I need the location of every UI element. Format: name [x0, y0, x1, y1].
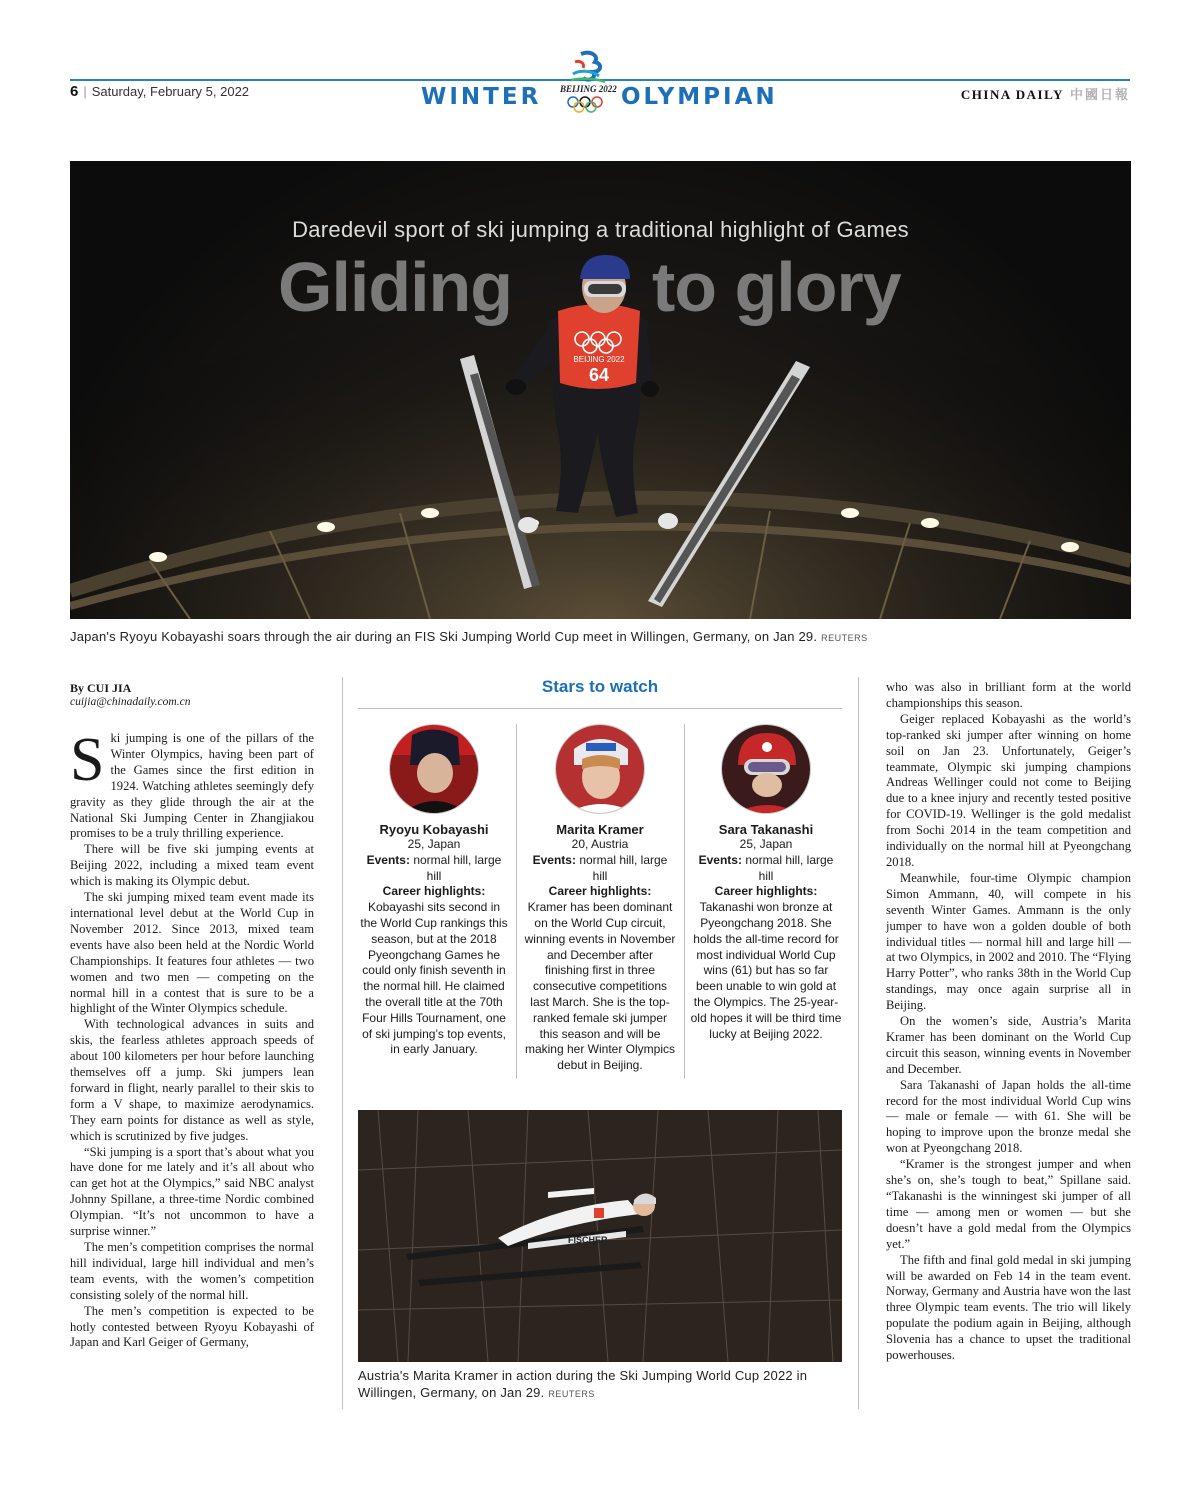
column-divider	[342, 677, 343, 1409]
publication-name	[961, 84, 1130, 103]
kramer-scene	[358, 1110, 842, 1362]
ski-brand: FISCHER	[568, 1235, 608, 1245]
star-card-kobayashi	[358, 724, 510, 1058]
athlete-age-country: 25, Japan	[739, 837, 793, 851]
events-value: normal hill, large hill	[575, 852, 668, 883]
byline: By CUI JIA	[70, 681, 132, 695]
page-number: 6	[70, 83, 79, 100]
hero-subtitle: Daredevil sport of ski jumping a traditional highlight of Games	[292, 217, 909, 242]
publication-name-en: CHINA DAILY	[960, 87, 1064, 102]
events-value: normal hill, large hill	[409, 852, 502, 883]
paragraph: The men’s competition is expected to be hotly contested between Ryoyu Kobayashi of Japan and Karl Geiger of Germany,	[70, 1303, 314, 1350]
bib-number: 64	[588, 365, 610, 385]
hero-caption-text: Japan's Ryoyu Kobayashi soars through the air during an FIS Ski Jumping World Cup meet in Willingen, Germany, on Jan 29.	[70, 629, 818, 644]
beijing-2022-emblem-icon	[555, 48, 621, 116]
paragraph: Geiger replaced Kobayashi as the world’s top-ranked ski jumper after winning on home soil on Jan 23. Unfortunately, Geiger’s teammate, Olympic ski jumping champions Andreas Wellinger could not come to Beijing due to a knee injury and recently tested positive for COVID-19. Wellinger is the gold medalist from Sochi 2014 in the team competition and individually on the normal hill at Pyeongchang 2018.	[886, 711, 1131, 869]
star-card-kramer	[524, 724, 676, 1074]
career-text: Takanashi won bronze at Pyeongchang 2018. She holds the all-time record for most individual World Cup wins (61) but has so far been unable to win gold at the Olympics. The 25-year-old hopes it will be third time lucky at Beijing 2022.	[690, 900, 842, 1041]
athlete-events	[524, 853, 676, 885]
athlete-name: Marita Kramer	[556, 822, 644, 837]
stars-title: Stars to watch	[541, 677, 659, 696]
events-label: Events:	[532, 852, 576, 867]
issue-date: Saturday, February 5, 2022	[91, 84, 250, 99]
column-divider	[858, 677, 859, 1409]
avatar	[555, 724, 645, 814]
paragraph: “Ski jumping is a sport that’s about what you have done for me lately and it’s all about who can get hot at the Olympics,” said NBC analyst Johnny Spillane, a three-time Nordic combined Olympian. “It’s not uncommon to have a surprise winner.”	[70, 1144, 314, 1239]
stars-rule	[358, 708, 842, 709]
events-label: Events:	[366, 852, 410, 867]
article-column-1	[70, 681, 314, 1351]
career-label: Career highlights:	[382, 884, 486, 899]
avatar	[389, 724, 479, 814]
bib-text: BEIJING 2022	[573, 355, 625, 364]
paragraph: There will be five ski jumping events at Beijing 2022, including a mixed team event which is making its Olympic debut.	[70, 842, 314, 889]
kramer-caption	[358, 1367, 848, 1403]
athlete-name: Sara Takanashi	[718, 822, 814, 837]
star-divider	[516, 724, 517, 1079]
events-value: normal hill, large hill	[741, 852, 834, 883]
section-title-right: OLYMPIAN	[621, 84, 778, 110]
article-column-3	[886, 680, 1131, 1364]
hero-title-part2: to glory	[652, 248, 901, 326]
paragraph: “Kramer is the strongest jumper and when she’s on, she’s tough to beat,” Spillane said. “Takanashi is the winningest ski jumper of all time — among men or women — but she doesn’t have a gold medal from the Olympics yet.”	[886, 1157, 1131, 1251]
avatar	[721, 724, 811, 814]
athlete-age-country: 20, Austria	[571, 837, 629, 851]
hero-credit: REUTERS	[821, 633, 868, 643]
career-text: Kobayashi sits second in the World Cup rankings this season, but at the 2018 Pyeongchang Games he could only finish seventh in the normal hill. He claimed the overall title at the 70th Four Hills Tournament, one of ski jumping’s top events, in early January.	[360, 900, 508, 1057]
athlete-events	[690, 853, 842, 885]
kramer-photo	[358, 1110, 842, 1362]
paragraph: The ski jumping mixed team event made its international level debut at the World Cup in November 2012. Since 2013, mixed team events have also been held at the Nordic World Championships. It features four athletes — two women and two men — competing on the normal hill in a contest that is sure to be a highlight of the Winter Olympics schedule.	[70, 890, 314, 1016]
section-title-left: WINTER	[421, 84, 542, 110]
paragraph: Meanwhile, four-time Olympic champion Simon Ammann, 40, will compete in his seventh Winter Games. Ammann is the only jumper to have won a golden double of both individual titles — normal hill and large hill — at two Olympics, in 2002 and 2010. The “Flying Harry Potter”, who ranks 38th in the World Cup standings, may once again surprise all in Beijing.	[886, 870, 1131, 1013]
athlete-name: Ryoyu Kobayashi	[379, 822, 489, 837]
athlete-events	[358, 853, 510, 885]
paragraph: The fifth and final gold medal in ski jumping will be awarded on Feb 14 in the team event. Norway, Germany and Austria have won the last three Olympic team events. The trio will likely populate the podium again in Beijing, although Slovenia has a chance to upset the traditional powerhouses.	[886, 1252, 1131, 1363]
paragraph: Sara Takanashi of Japan holds the all-time record for the most individual World Cup wins — male or female — with 61. She will be hoping to improve upon the bronze medal she won at Pyeongchang 2018.	[886, 1077, 1131, 1156]
hero-title-part1: Gliding	[278, 248, 513, 326]
paragraph: With technological advances in suits and skis, the fearless athletes approach speeds of about 100 kilometers per hour before launching themselves off a jump. Ski jumpers lean forward in flight, nearly parallel to their skis to form a V shape, to maximize aerodynamics. They earn points for distance as well as style, which is scrutinized by five judges.	[70, 1017, 314, 1143]
career-label: Career highlights:	[548, 884, 652, 899]
drop-cap: S	[70, 726, 105, 794]
events-label: Events:	[698, 852, 742, 867]
hero-photo	[70, 161, 1131, 619]
author-email: cuijia@chinadaily.com.cn	[70, 696, 191, 708]
lead-paragraph	[70, 726, 314, 842]
star-card-takanashi	[690, 724, 842, 1042]
kramer-caption-text: Austria's Marita Kramer in action during the Ski Jumping World Cup 2022 in Willingen, Germany, on Jan 29.	[358, 1368, 808, 1400]
hero-caption	[70, 629, 868, 644]
paragraph: The men’s competition comprises the normal hill individual, large hill individual and men’s team events, with the women’s competition consisting solely of the normal hill.	[70, 1240, 314, 1302]
emblem-text: BEIJING 2022	[560, 84, 617, 94]
kramer-credit: REUTERS	[548, 1389, 595, 1399]
career-label: Career highlights:	[714, 884, 818, 899]
star-divider	[684, 724, 685, 1079]
page-info: 6 | Saturday, February 5, 2022	[70, 83, 250, 100]
lead-text: ki jumping is one of the pillars of the Winter Olympics, having been part of the Games since the first edition in 1924. Watching athletes seemingly defy gravity as they glide through the air at the National Ski Jumping Center in Zhangjiakou promises to be a truly thrilling experience.	[70, 731, 314, 841]
career-text: Kramer has been dominant on the World Cup circuit, winning events in November and December after finishing first in three consecutive competitions last March. She is the top-ranked female ski jumper this season and will be making her Winter Olympics debut in Beijing.	[524, 900, 676, 1073]
athlete-age-country: 25, Japan	[407, 837, 461, 851]
paragraph: who was also in brilliant form at the world championships this season.	[886, 680, 1131, 710]
paragraph: On the women’s side, Austria’s Marita Kramer has been dominant on the World Cup circuit this season, winning events in November and December.	[886, 1014, 1131, 1076]
publication-name-cn: 中國日報	[1069, 87, 1130, 102]
